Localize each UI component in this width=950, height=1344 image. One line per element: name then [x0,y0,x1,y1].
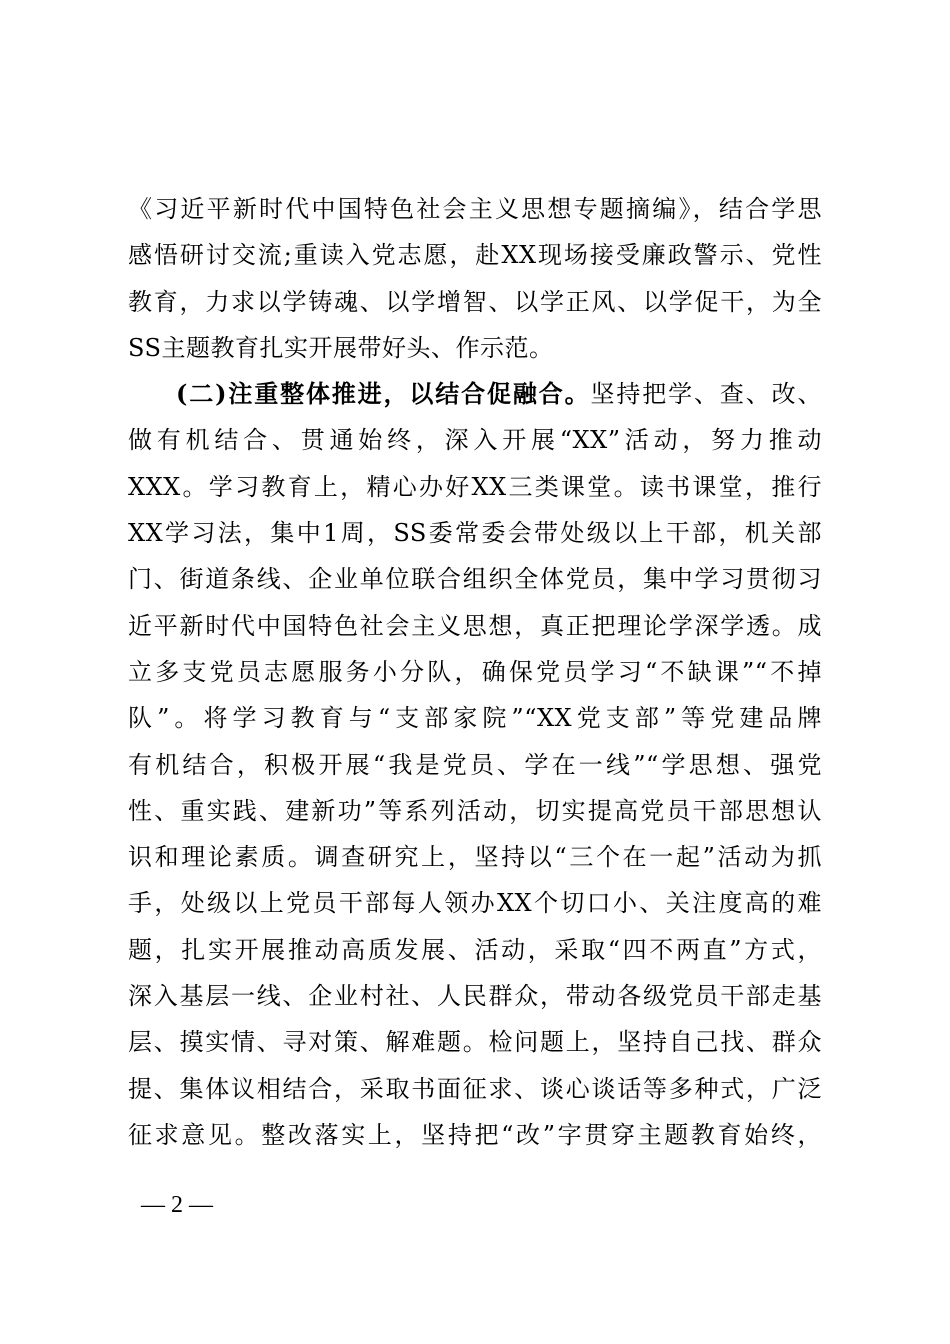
text-line: 题，扎实开展推动高质发展、活动，采取“四不两直”方式， [128,935,822,964]
text-line: 层、摸实情、寻对策、解难题。检问题上，坚持自己找、群众 [128,1028,822,1057]
paragraph-1 [128,186,822,371]
text-line: 提、集体议相结合，采取书面征求、谈心谈话等多种式，广泛 [128,1074,822,1103]
text-line: 《习近平新时代中国特色社会主义思想专题摘编》，结合学思 [128,195,822,223]
text-line: 教育，力求以学铸魂、以学增智、以学正风、以学促干，为全 [128,287,822,316]
text-line: 感悟研讨交流;重读入党志愿，赴XX现场接受廉政警示、党性 [128,241,822,270]
text-segment: 坚持把学、查、改、 [590,380,823,409]
text-line: 识和理论素质。调查研究上，坚持以“三个在一起”活动为抓 [128,843,822,872]
text-line: XXX。学习教育上，精心办好XX三类课堂。读书课堂，推行 [128,472,822,501]
text-line: XX学习法，集中1周，SS委常委会带处级以上干部，机关部 [128,519,822,548]
text-line: 征求意见。整改落实上，坚持把“改”字贯穿主题教育始终， [128,1120,822,1149]
page-number: — 2 — [141,1192,213,1218]
text-line: 立多支党员志愿服务小分队，确保党员学习“不缺课”“不掉 [128,657,822,686]
document-body [128,186,822,1158]
text-line: 做有机结合、贯通始终，深入开展“XX”活动，努力推动 [128,426,822,455]
paragraph-2-first-line [128,371,822,417]
section-heading: (二)注重整体推进，以结合促融合。 [176,379,591,409]
text-line: 门、街道条线、企业单位联合组织全体党员，集中学习贯彻习 [128,565,822,594]
text-line: 队”。将学习教育与“支部家院”“XX党支部”等党建品牌 [128,704,822,733]
paragraph-2 [128,371,822,1158]
text-line: 性、重实践、建新功”等系列活动，切实提高党员干部思想认 [128,796,822,825]
text-line: 近平新时代中国特色社会主义思想，真正把理论学深学透。成 [128,611,822,640]
text-line: 有机结合，积极开展“我是党员、学在一线”“学思想、强党 [128,750,822,779]
text-line: 手，处级以上党员干部每人领办XX个切口小、关注度高的难 [128,889,822,918]
text-line: 深入基层一线、企业村社、人民群众，带动各级党员干部走基 [128,982,822,1011]
text-line: SS主题教育扎实开展带好头、作示范。 [128,333,554,362]
